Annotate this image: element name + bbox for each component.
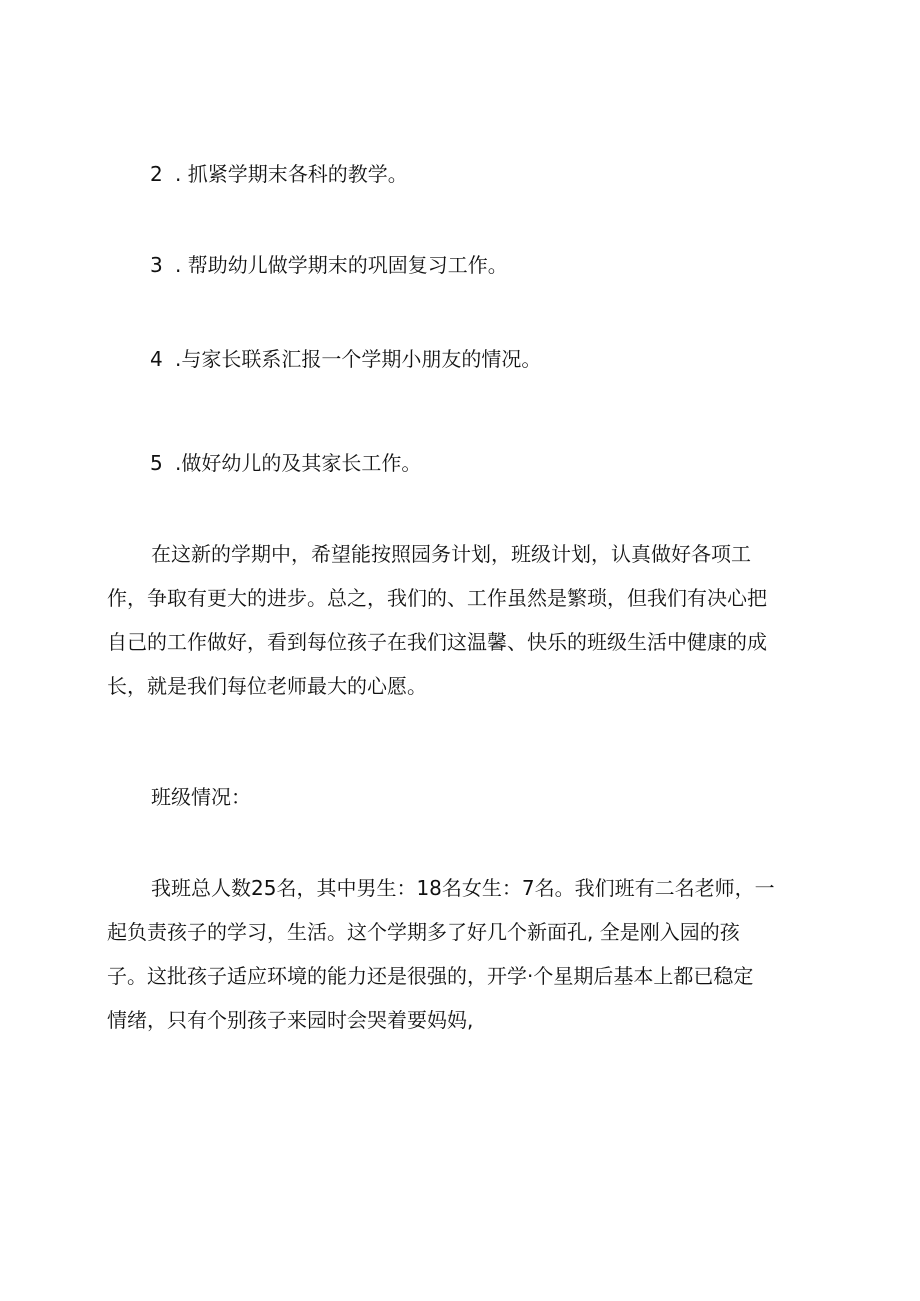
list-item-text: .与家长联系汇报一个学期小朋友的情况。 — [175, 347, 542, 371]
paragraph-line: 长，就是我们每位老师最大的心愿。 — [107, 674, 427, 698]
class-situation-paragraph — [107, 866, 822, 1042]
list-item-text: . 抓紧学期末各科的教学。 — [175, 162, 408, 186]
list-item — [150, 345, 541, 373]
list-item-text: .做好幼儿的及其家长工作。 — [175, 451, 422, 475]
paragraph-line: 我班总人数25名，其中男生：18名女生：7名。我们班有二名老师，一 — [151, 876, 775, 900]
paragraph-line: 自己的工作做好，看到每位孩子在我们这温馨、快乐的班级生活中健康的成 — [107, 630, 767, 654]
list-item — [150, 251, 508, 279]
paragraph-line: 作，争取有更大的进步。总之，我们的、工作虽然是繁琐，但我们有决心把 — [107, 586, 767, 610]
list-item-number: 2 — [150, 162, 163, 186]
list-item-number: 4 — [150, 347, 163, 371]
list-item — [150, 449, 421, 477]
section-heading: 班级情况： — [151, 785, 251, 809]
paragraph-line: 子。这批孩子适应环境的能力还是很强的，开学·个星期后基本上都已稳定 — [107, 964, 754, 988]
closing-paragraph — [107, 532, 822, 708]
paragraph-line: 情绪，只有个别孩子来园时会哭着要妈妈, — [107, 1008, 474, 1032]
list-item — [150, 160, 408, 188]
list-item-number: 3 — [150, 253, 163, 277]
list-item-number: 5 — [150, 451, 163, 475]
paragraph-line: 在这新的学期中，希望能按照园务计划，班级计划，认真做好各项工 — [151, 542, 751, 566]
list-item-text: . 帮助幼儿做学期末的巩固复习工作。 — [175, 253, 508, 277]
paragraph-line: 起负责孩子的学习，生活。这个学期多了好几个新面孔, 全是刚入园的孩 — [107, 920, 740, 944]
